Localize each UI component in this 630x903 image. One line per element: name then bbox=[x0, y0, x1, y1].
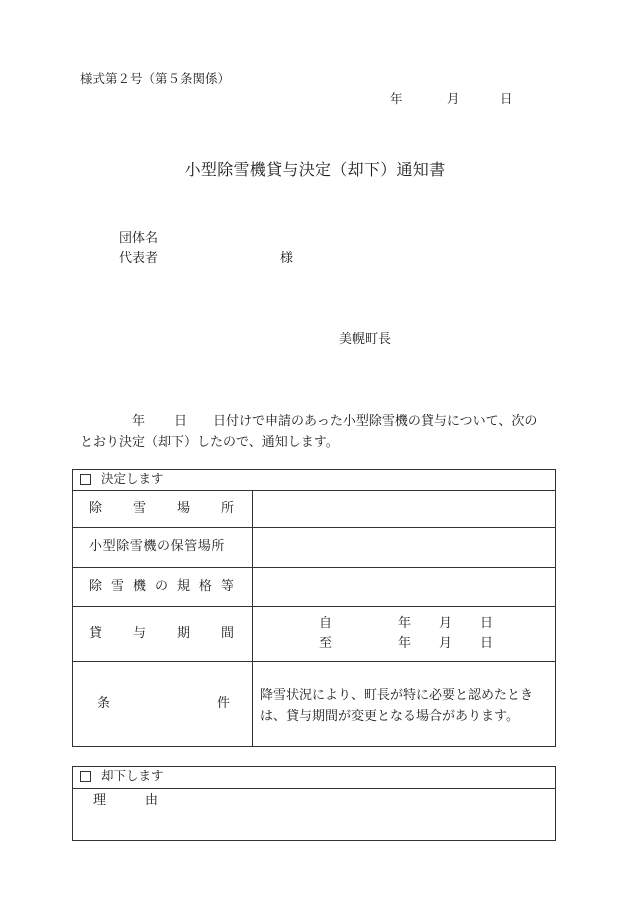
notice-body-line-2 bbox=[80, 432, 555, 453]
loan-period-label-char-2: 期 bbox=[176, 626, 190, 641]
snow-removal-location-label bbox=[89, 502, 234, 515]
application-day: 日 bbox=[174, 414, 188, 429]
notice-body-line-1 bbox=[80, 411, 555, 432]
period-from-day: 日 bbox=[480, 616, 494, 631]
period-to-month: 月 bbox=[439, 636, 453, 651]
specification-label bbox=[89, 580, 234, 593]
storage-location-row bbox=[73, 527, 555, 568]
specification-label-char-1: 雪 bbox=[110, 579, 124, 594]
date-year: 年 bbox=[390, 91, 403, 106]
form-number: 様式第２号（第５条関係） bbox=[80, 71, 231, 86]
honorific: 様 bbox=[280, 251, 294, 266]
rejection-section bbox=[72, 766, 556, 841]
date-day: 日 bbox=[500, 91, 513, 106]
notice-body bbox=[80, 411, 555, 453]
snow-removal-location-label-char-0: 除 bbox=[89, 501, 103, 516]
period-to-year: 年 bbox=[398, 636, 412, 651]
loan-period-label bbox=[89, 627, 234, 640]
decision-checkbox[interactable] bbox=[80, 474, 91, 485]
snow-removal-location-label-char-1: 雪 bbox=[132, 501, 146, 516]
condition-text bbox=[260, 685, 533, 727]
rejection-heading bbox=[73, 767, 555, 789]
rejection-reason-label-char-1: 由 bbox=[144, 793, 158, 808]
rejection-checkbox[interactable] bbox=[80, 771, 91, 782]
condition-line-2: は、貸与期間が変更となる場合があります。 bbox=[260, 709, 519, 724]
snow-removal-location-row bbox=[73, 490, 555, 528]
specification-label-char-4: 規 bbox=[176, 579, 190, 594]
condition-label-char-0: 条 bbox=[97, 696, 111, 711]
specification-label-char-3: の bbox=[154, 579, 168, 594]
specification-label-char-0: 除 bbox=[89, 579, 103, 594]
organization-name-label: 団体名 bbox=[119, 231, 159, 246]
condition-line-1: 降雪状況により、町長が特に必要と認めたとき bbox=[260, 688, 534, 703]
application-year: 年 bbox=[132, 414, 146, 429]
specification-label-char-6: 等 bbox=[220, 579, 234, 594]
storage-location-label: 小型除雪機の保管場所 bbox=[89, 539, 226, 554]
period-from-year: 年 bbox=[398, 616, 412, 631]
specification-row bbox=[73, 567, 555, 607]
condition-label-char-1: 件 bbox=[216, 696, 230, 711]
decision-heading-label: 決定します bbox=[101, 471, 164, 486]
date-month: 月 bbox=[447, 91, 460, 106]
document-title: 小型除雪機貸与決定（却下）通知書 bbox=[184, 160, 446, 179]
specification-label-char-2: 機 bbox=[132, 579, 146, 594]
specification-label-char-5: 格 bbox=[198, 579, 212, 594]
period-from-marker: 自 bbox=[319, 616, 333, 631]
loan-period-label-char-0: 貸 bbox=[89, 626, 103, 641]
representative-label: 代表者 bbox=[119, 251, 159, 266]
rejection-heading-label: 却下します bbox=[101, 768, 164, 783]
decision-section bbox=[72, 469, 556, 747]
rejection-reason-label bbox=[93, 794, 158, 807]
condition-label bbox=[97, 697, 230, 710]
loan-period-label-char-1: 与 bbox=[132, 626, 146, 641]
notice-body-line-1-text: 日付けで申請のあった小型除雪機の貸与について、次の bbox=[213, 414, 538, 429]
issuer-name: 美幌町長 bbox=[339, 332, 392, 347]
rejection-reason-label-char-0: 理 bbox=[93, 793, 107, 808]
decision-heading bbox=[73, 470, 555, 491]
notice-body-line-2-text: とおり決定（却下）したので、通知します。 bbox=[80, 435, 339, 450]
loan-period-row bbox=[73, 606, 555, 662]
period-to-day: 日 bbox=[480, 636, 494, 651]
snow-removal-location-label-char-3: 所 bbox=[220, 501, 234, 516]
condition-row bbox=[73, 661, 555, 747]
period-to-marker: 至 bbox=[319, 636, 333, 651]
snow-removal-location-label-char-2: 場 bbox=[176, 501, 190, 516]
period-from-month: 月 bbox=[439, 616, 453, 631]
loan-period-label-char-3: 間 bbox=[220, 626, 234, 641]
